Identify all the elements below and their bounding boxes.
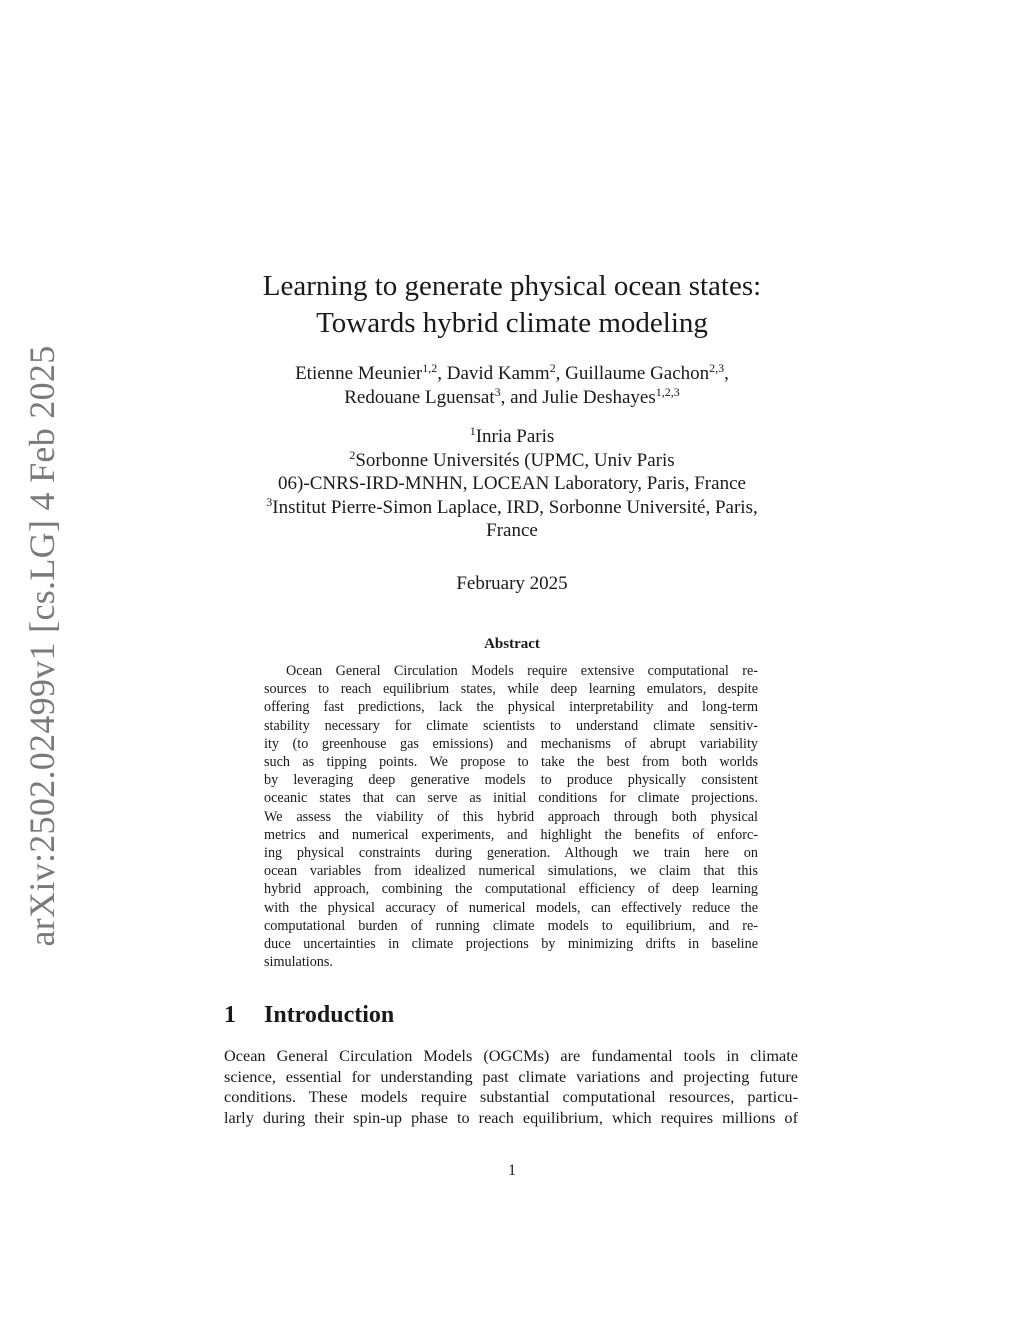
page-number: 1 [508,1162,516,1179]
author-line-2 [200,386,824,410]
title-line-2: Towards hybrid climate modeling [316,307,708,339]
affiliation-line [200,496,824,520]
author-name: Etienne Meunier [295,363,423,384]
body-line: conditions. These models require substantial computational resources, particu- [224,1087,798,1106]
abstract-line: duce uncertainties in climate projections by minimizing drifts in baseline [264,936,758,953]
abstract-line: ing physical constraints during generation. Although we train here on [264,845,758,862]
abstract-line: metrics and numerical experiments, and highlight the benefits of enforc- [264,826,758,843]
abstract-line: hybrid approach, combining the computational efficiency of deep learning [264,881,758,898]
abstract-body [264,662,758,971]
abstract-line: We assess the viability of this hybrid approach through both physical [264,808,758,825]
author-affiliation-mark: 2,3 [709,361,725,375]
author-affiliation-mark: 1,2 [422,361,438,375]
author-affiliation-mark: 3 [494,385,501,399]
section-number: 1 [224,1002,236,1028]
abstract-line: sources to reach equilibrium states, while deep learning emulators, despite [264,681,758,698]
author-name: , and Julie Deshayes [500,387,656,408]
author-name: Redouane Lguensat [344,387,495,408]
author-affiliation-mark: 1,2,3 [655,385,680,399]
abstract-line: ity (to greenhouse gas emissions) and mechanisms of abrupt variability [264,735,758,752]
abstract-line: ocean variables from idealized numerical simulations, we claim that this [264,863,758,880]
introduction-body [224,1046,798,1128]
paper-title [200,268,824,342]
affiliation-line [200,449,824,473]
title-line-1: Learning to generate physical ocean states: [262,270,762,302]
arxiv-identifier: arXiv:2502.02499v1 [cs.LG] 4 Feb 2025 [22,345,62,947]
publication-date: February 2025 [456,573,568,594]
affiliation-mark: 3 [266,494,273,509]
author-separator: , [724,363,729,384]
abstract-line: by leveraging deep generative models to produce physically consistent [264,772,758,789]
abstract-heading: Abstract [484,636,540,652]
abstract-line: Ocean General Circulation Models require extensive computational re- [286,663,758,679]
abstract-line: stability necessary for climate scientists to understand climate sensitiv- [264,717,758,734]
body-line: larly during their spin-up phase to reach equilibrium, which requires millions of [224,1107,798,1127]
affiliation-line [200,425,824,449]
author-affiliation-mark: 2 [549,361,556,375]
abstract-line: oceanic states that can serve as initial conditions for climate projections. [264,790,758,807]
affiliation-text: Institut Pierre-Simon Laplace, IRD, Sorbonne Université, Paris, [272,496,758,518]
section-title: Introduction [264,1002,395,1028]
author-name: , Guillaume Gachon [555,363,710,384]
affiliation-line: 06)-CNRS-IRD-MNHN, LOCEAN Laboratory, Paris, France [278,473,746,494]
abstract-line: offering fast predictions, lack the physical interpretability and long-term [264,699,758,716]
affiliation-list [200,425,824,543]
section-heading [224,1002,394,1029]
abstract-line: computational burden of running climate models to equilibrium, and re- [264,917,758,934]
body-line: Ocean General Circulation Models (OGCMs) are fundamental tools in climate [224,1046,798,1065]
author-list [200,362,824,410]
author-name: , David Kamm [437,363,550,384]
abstract-line: with the physical accuracy of numerical models, can effectively reduce the [264,899,758,916]
affiliation-line: France [486,520,538,541]
affiliation-mark: 2 [349,447,356,462]
affiliation-mark: 1 [469,424,476,438]
abstract-line: simulations. [264,954,333,971]
body-line: science, essential for understanding past climate variations and projecting future [224,1066,798,1086]
affiliation-text: Sorbonne Universités (UPMC, Univ Paris [355,449,675,471]
affiliation-text: Inria Paris [475,426,555,447]
author-line-1 [200,362,824,386]
abstract-line: such as tipping points. We propose to take the best from both worlds [264,754,758,771]
